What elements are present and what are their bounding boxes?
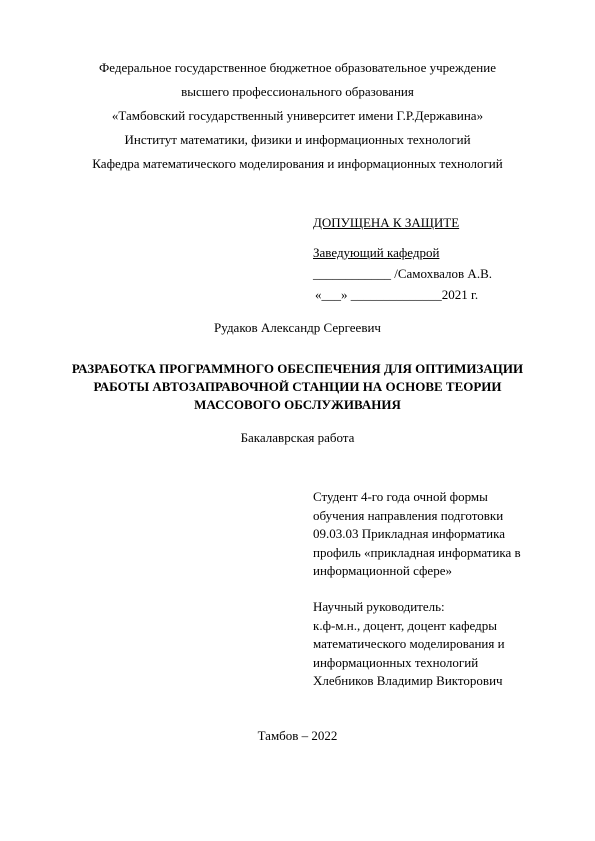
- approval-signature: ____________ /Самохвалов А.В.: [313, 266, 492, 281]
- student-line: Студент 4-го года очной формы: [313, 489, 488, 504]
- header-line-1: Федеральное государственное бюджетное образовательное учреждение: [99, 60, 496, 75]
- approval-date: «___» ______________2021 г.: [315, 287, 479, 302]
- author-name: Рудаков Александр Сергеевич: [214, 320, 381, 335]
- approval-heading: ДОПУЩЕНА К ЗАЩИТЕ: [313, 215, 460, 230]
- student-info: [313, 488, 521, 581]
- student-line: обучения направления подготовки: [313, 507, 504, 523]
- supervisor-line: математического моделирования и: [313, 636, 505, 651]
- approval-role: Заведующий кафедрой: [313, 245, 440, 260]
- header-line-5: Кафедра математического моделирования и информационных технологий: [92, 156, 503, 171]
- student-line: информационной сфере»: [313, 563, 452, 578]
- header-line-4: Институт математики, физики и информационных технологий: [124, 132, 471, 147]
- supervisor-line: Научный руководитель:: [313, 599, 445, 614]
- supervisor-info: [313, 598, 505, 691]
- supervisor-line: информационных технологий: [313, 654, 479, 670]
- header-line-2: высшего профессионального образования: [181, 84, 414, 99]
- student-line: профиль «прикладная информатика в: [313, 544, 521, 560]
- city-year: Тамбов – 2022: [257, 728, 338, 743]
- student-line: 09.03.03 Прикладная информатика: [313, 526, 505, 541]
- supervisor-line: Хлебников Владимир Викторович: [313, 673, 503, 688]
- work-type: Бакалаврская работа: [240, 430, 355, 445]
- supervisor-line: к.ф-м.н., доцент, доцент кафедры: [313, 617, 497, 633]
- header-line-3: «Тамбовский государственный университет имени Г.Р.Державина»: [111, 108, 484, 123]
- thesis-title: РАЗРАБОТКА ПРОГРАММНОГО ОБЕСПЕЧЕНИЯ ДЛЯ ОПТИМИЗАЦИИ РАБОТЫ АВТОЗАПРАВОЧНОЙ СТАНЦИИ НА ОСНОВЕ ТЕОРИИ МАССОВОГО ОБСЛУЖИВАНИЯ: [71, 361, 524, 412]
